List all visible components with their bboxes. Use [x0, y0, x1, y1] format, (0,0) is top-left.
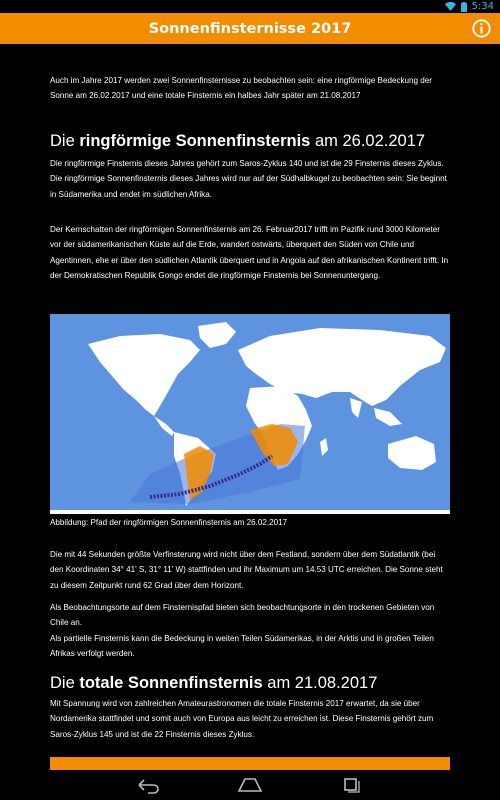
annular-paragraph-path: Der Kernschatten der ringförmigen Sonnenfinsternis am 26. Februar2017 trifft im Pazifik rund 3000 Kilometer vor der südamerikanischen Küste auf die Erde, wandert ostwärts, überquert den Süden von Chile und Agentinnen, ehe er über den südlichen Atlantik überquert und in Angola auf den afrikanischen Kontinent trifft. In der Demokratischen Republik Gongo endet die ringförmige Finsternis bei Sonnenuntergang. — [50, 225, 449, 281]
annular-paragraph-maximum: Die mit 44 Sekunden größte Verfinsterung wird nicht über dem Festland, sondern über dem Südatlantik (bei den Koordinaten 34° 41' S, 31° 11' W) stattfinden und ihr Maximum um 14.53 UTC erreichen. Die Sonne steht zu diesem Zeitpunkt rund 62 Grad über dem Horizont. — [50, 550, 443, 590]
map-caption: Abbildung: Pfad der ringförmigen Sonnenfinsternis am 26.02.2017 — [50, 518, 288, 527]
status-icons — [445, 0, 494, 13]
annular-paragraph-saros: Die ringförmige Finsternis dieses Jahres gehört zum Saros-Zyklus 140 und ist die 29 Finsternis dieses Zyklus. — [50, 159, 444, 168]
article-content[interactable] — [0, 44, 500, 770]
eclipse-path-map — [50, 314, 450, 514]
annular-paragraph-observation: Als Beobachtungsorte auf dem Finsternispfad bieten sich beobachtungsorte in den trockenen Gebieten von Chile an. — [50, 603, 435, 628]
intro-paragraph: Auch im Jahre 2017 werden zwei Sonnenfinsternisse zu beobachten sein: eine ringförmige Bedeckung der Sonne am 26.02.2017 und eine totale Finsternis ein halbes Jahr später am 21.08.2017 — [50, 76, 432, 101]
app-bar — [0, 13, 500, 44]
home-icon[interactable] — [235, 775, 265, 795]
battery-icon — [461, 2, 467, 12]
section-heading-total: Die totale Sonnenfinsternis am 21.08.2017 — [50, 674, 378, 692]
status-time: 5:34 — [471, 1, 494, 12]
app-title: Sonnenfinsternisse 2017 — [148, 20, 352, 37]
total-paragraph-intro: Mit Spannung wird von zahlreichen Amateurastronomen die totale Finsternis 2017 erwartet, da sie über Nordamerika stattfindet und somit auch von Europa aus leicht zu erreichen ist. Diese Finsternis gehört zum Saros-Zyklus 145 und ist die 22 Finsternis dieses Zyklus. — [50, 699, 434, 739]
annular-paragraph-partial: Als partielle Finsternis kann die Bedeckung in weiten Teilen Südamerikas, in der Arktis und in großen Teilen Afrikas verfolgt werden. — [50, 633, 434, 659]
section-image-preview — [50, 757, 450, 770]
info-icon[interactable] — [472, 19, 491, 38]
navigation-bar — [0, 770, 500, 800]
recents-icon[interactable] — [336, 775, 366, 795]
section-heading-annular: Die ringförmige Sonnenfinsternis am 26.02.2017 — [50, 132, 426, 150]
annular-paragraph-region: Die ringförmige Sonnenfinsternis dieses Jahres wird nur auf der Südhalbkugel zu beobachten sein: Sie beginnt in Südamerika und endet im südlichen Afrika. — [50, 174, 447, 199]
back-icon[interactable] — [134, 775, 164, 795]
wifi-icon — [445, 2, 456, 11]
status-bar — [0, 0, 500, 13]
